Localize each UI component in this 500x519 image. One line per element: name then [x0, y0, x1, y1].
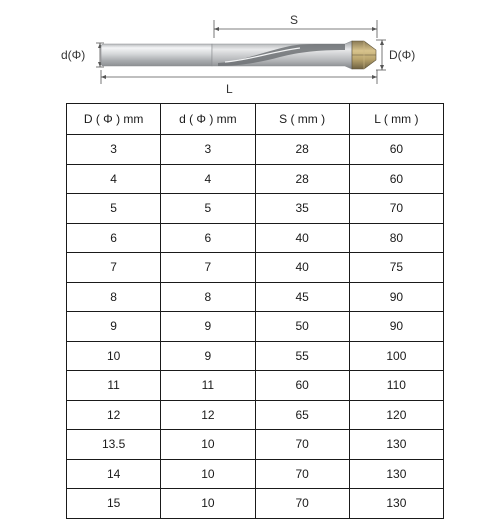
table-row: [67, 135, 444, 165]
dimension-d-tip: [376, 40, 415, 70]
table-cell: 130: [349, 459, 443, 489]
table-cell: 70: [349, 194, 443, 224]
table-row: [67, 282, 444, 312]
table-cell: 10: [161, 489, 255, 519]
table-header-row: [67, 104, 444, 135]
table-cell: 4: [161, 164, 255, 194]
table-cell: 28: [255, 164, 349, 194]
table-cell: 130: [349, 489, 443, 519]
table-cell: 60: [349, 135, 443, 165]
table-row: [67, 223, 444, 253]
table-cell: 70: [255, 489, 349, 519]
table-cell: 35: [255, 194, 349, 224]
table-cell: 45: [255, 282, 349, 312]
table-cell: 130: [349, 430, 443, 460]
table-row: [67, 312, 444, 342]
dimension-d-tip-label: D(Φ): [389, 48, 416, 62]
table-cell: 75: [349, 253, 443, 283]
table-cell: 9: [161, 341, 255, 371]
table-cell: 9: [161, 312, 255, 342]
table-cell: 14: [67, 459, 161, 489]
table-cell: 10: [67, 341, 161, 371]
table-row: [67, 371, 444, 401]
table-cell: 13.5: [67, 430, 161, 460]
column-header-total-length: L ( mm ): [349, 104, 443, 135]
table-row: [67, 253, 444, 283]
table-cell: 3: [67, 135, 161, 165]
drill-bit: [101, 41, 376, 69]
table-cell: 90: [349, 312, 443, 342]
table-row: [67, 341, 444, 371]
table-cell: 60: [349, 164, 443, 194]
table-cell: 7: [67, 253, 161, 283]
column-header-flute-length: S ( mm ): [255, 104, 349, 135]
table-cell: 80: [349, 223, 443, 253]
dimension-d-shank-label: d(Φ): [61, 48, 86, 62]
table-cell: 70: [255, 430, 349, 460]
table-cell: 5: [161, 194, 255, 224]
table-cell: 8: [161, 282, 255, 312]
table-cell: 40: [255, 253, 349, 283]
table-cell: 11: [161, 371, 255, 401]
table-cell: 11: [67, 371, 161, 401]
table-cell: 9: [67, 312, 161, 342]
table-cell: 10: [161, 459, 255, 489]
table-cell: 15: [67, 489, 161, 519]
table-row: [67, 489, 444, 519]
table-row: [67, 400, 444, 430]
dimension-l: [101, 70, 377, 96]
table-cell: 90: [349, 282, 443, 312]
table-cell: 65: [255, 400, 349, 430]
table-cell: 10: [161, 430, 255, 460]
spec-table: [66, 103, 444, 519]
table-cell: 110: [349, 371, 443, 401]
table-cell: 4: [67, 164, 161, 194]
table-cell: 12: [161, 400, 255, 430]
table-cell: 6: [161, 223, 255, 253]
table-cell: 55: [255, 341, 349, 371]
dimension-s: [214, 13, 377, 38]
table-cell: 40: [255, 223, 349, 253]
table-cell: 5: [67, 194, 161, 224]
table-cell: 100: [349, 341, 443, 371]
table-row: [67, 459, 444, 489]
table-cell: 120: [349, 400, 443, 430]
table-cell: 8: [67, 282, 161, 312]
dimension-l-label: L: [226, 82, 233, 96]
table-cell: 3: [161, 135, 255, 165]
table-row: [67, 194, 444, 224]
column-header-tip-diameter: D ( Φ ) mm: [67, 104, 161, 135]
table-cell: 60: [255, 371, 349, 401]
table-cell: 12: [67, 400, 161, 430]
table-cell: 70: [255, 459, 349, 489]
drill-bit-diagram: [0, 0, 500, 100]
table-cell: 28: [255, 135, 349, 165]
table-row: [67, 430, 444, 460]
dimension-s-label: S: [290, 13, 299, 27]
dimension-d-shank: [61, 43, 104, 67]
column-header-shank-diameter: d ( Φ ) mm: [161, 104, 255, 135]
table-cell: 6: [67, 223, 161, 253]
table-cell: 50: [255, 312, 349, 342]
table-row: [67, 164, 444, 194]
table-cell: 7: [161, 253, 255, 283]
